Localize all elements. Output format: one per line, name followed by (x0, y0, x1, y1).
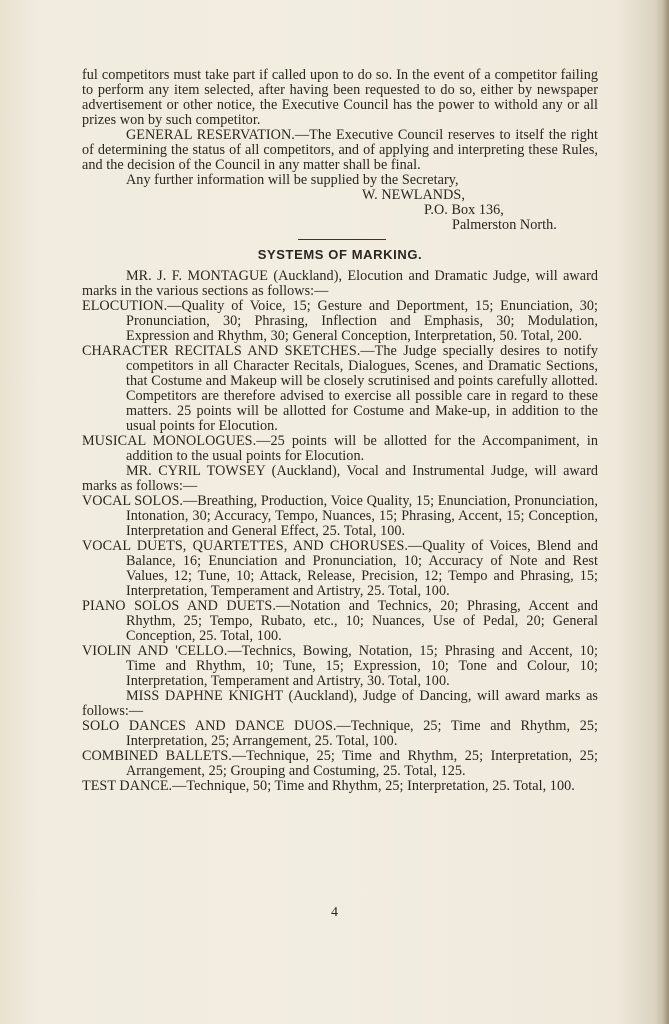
section-divider (298, 239, 386, 240)
page-number: 4 (331, 905, 338, 920)
secretary-name: W. NEWLANDS, (362, 187, 465, 203)
judge-towsey-paragraph: MR. CYRIL TOWSEY (Auckland), Vocal and Instrumental Judge, will award marks as follows:— (82, 463, 598, 494)
musical-monologues-entry: MUSICAL MONOLOGUES.—25 points will be allotted for the Accompaniment, in addition to the usual points for Elocution. (82, 433, 598, 464)
vocal-duets-entry: VOCAL DUETS, QUARTETTES, AND CHORUSES.—Quality of Voices, Blend and Balance, 16; Enunciation and Pronunciation, 10; Accuracy of Note and Rest Values, 12; Tune, 10; Attack, Release, Precision, 12; Tempo and Phrasing, 15; Interpretation, Temperament and Artistry, 25. Total, 100. (82, 538, 598, 599)
elocution-entry: ELOCUTION.—Quality of Voice, 15; Gesture and Deportment, 15; Enunciation, 30; Pronunciation, 30; Phrasing, Inflection and Emphasis, 30; Modulation, Expression and Rhythm, 30; General Conception, Interpretation, 50. Total, 200. (82, 298, 598, 344)
violin-entry: VIOLIN AND 'CELLO.—Technics, Bowing, Notation, 15; Phrasing and Accent, 10; Time and Rhythm, 10; Tune, 15; Expression, 10; Tone and Colour, 10; Interpretation, Temperament and Artistry, 30. Total, 100. (82, 643, 598, 689)
section-heading: SYSTEMS OF MARKING. (257, 247, 423, 262)
further-info-line: Any further information will be supplied by the Secretary, (126, 172, 459, 188)
test-dance-entry: TEST DANCE.—Technique, 50; Time and Rhythm, 25; Interpretation, 25. Total, 100. (82, 778, 575, 794)
page-body (82, 68, 598, 794)
judge-montague-paragraph: MR. J. F. MONTAGUE (Auckland), Elocution and Dramatic Judge, will award marks in the various sections as follows:— (82, 268, 598, 299)
judge-knight-paragraph: MISS DAPHNE KNIGHT (Auckland), Judge of Dancing, will award marks as follows:— (82, 688, 598, 719)
solo-dances-entry: SOLO DANCES AND DANCE DUOS.—Technique, 25; Time and Rhythm, 25; Interpretation, 25; Arrangement, 25. Total, 100. (82, 718, 598, 749)
secretary-city: Palmerston North. (452, 217, 557, 233)
character-recitals-entry: CHARACTER RECITALS AND SKETCHES.—The Judge specially desires to notify competitors in all Character Recitals, Dialogues, Scenes, and Dramatic Sections, that Costume and Makeup will be closely scrutinised and points carefully allotted. Competitors are therefore advised to exercise all possible care in regard to these matters. 25 points will be allotted for Costume and Make-up, in addition to the usual points for Elocution. (82, 343, 598, 434)
piano-entry: PIANO SOLOS AND DUETS.—Notation and Technics, 20; Phrasing, Accent and Rhythm, 25; Tempo, Rubato, etc., 10; Nuances, Use of Pedal, 20; General Conception, 25. Total, 100. (82, 598, 598, 644)
secretary-box: P.O. Box 136, (424, 202, 504, 218)
page-edge-shadow (655, 0, 669, 1024)
vocal-solos-entry: VOCAL SOLOS.—Breathing, Production, Voice Quality, 15; Enunciation, Pronunciation, Intonation, 30; Accuracy, Tempo, Nuances, 15; Phrasing, Accent, 15; Conception, Interpretation and General Effect, 25. Total, 100. (82, 493, 598, 539)
combined-ballets-entry: COMBINED BALLETS.—Technique, 25; Time and Rhythm, 25; Interpretation, 25; Arrangement, 25; Grouping and Costuming, 25. Total, 125. (82, 748, 598, 779)
general-reservation-paragraph: GENERAL RESERVATION.—The Executive Council reserves to itself the right of determining the status of all competitors, and of applying and interpreting these Rules, and the decision of the Council in any matter shall be final. (82, 127, 598, 173)
intro-paragraph: ful competitors must take part if called upon to do so. In the event of a competitor failing to perform any item selected, after having been requested to do so, either by newspaper advertisement or other notice, the Executive Council has the power to withold any or all prizes won by such competitor. (82, 67, 598, 128)
